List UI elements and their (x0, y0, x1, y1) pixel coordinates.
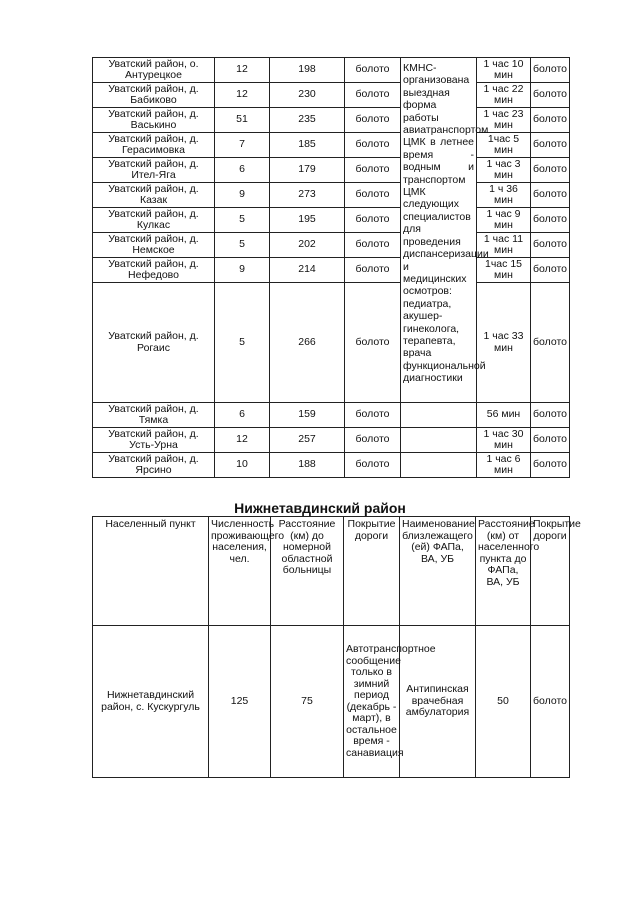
road2-cell: болото (531, 133, 570, 158)
settlement-cell: Уватский район, д. Бабиково (93, 83, 215, 108)
road2-cell: болото (531, 208, 570, 233)
time-cell: 1 час 3 мин (477, 158, 531, 183)
population-cell: 5 (215, 208, 270, 233)
distance-cell: 195 (270, 208, 345, 233)
distance-cell: 198 (270, 58, 345, 83)
road2-cell: болото (531, 58, 570, 83)
column-header: Покрытие дороги (531, 517, 570, 626)
distance-cell: 188 (270, 453, 345, 478)
column-header: Населенный пункт (93, 517, 209, 626)
time-cell: 1 час 23 мин (477, 108, 531, 133)
road-cell: болото (345, 233, 401, 258)
empty-cell (401, 428, 477, 453)
uvat-settlements-table (92, 57, 570, 478)
population-cell: 51 (215, 108, 270, 133)
table-row (93, 183, 570, 208)
distance-cell: 179 (270, 158, 345, 183)
road2-cell: болото (531, 233, 570, 258)
cmk-note-cell: КМНС-организована выездная форма работы авиатранспортом ЦМК в летнее время - водным и транспортом ЦМК следующих специалистов для проведения диспансеризации и медицинских осмотров: педиатра, акушер-гинеколога, терапевта, врача функциональной диагностики (401, 58, 477, 403)
time-cell: 56 мин (477, 403, 531, 428)
fap-distance-cell: 50 (476, 626, 531, 778)
distance-cell: 75 (271, 626, 344, 778)
population-cell: 12 (215, 58, 270, 83)
settlement-cell: Уватский район, д. Кулкас (93, 208, 215, 233)
distance-cell: 257 (270, 428, 345, 453)
population-cell: 12 (215, 83, 270, 108)
table-row (93, 626, 570, 778)
time-cell: 1 час 22 мин (477, 83, 531, 108)
ntavda-settlements-table (92, 516, 581, 778)
road2-cell: болото (531, 453, 570, 478)
population-cell: 9 (215, 258, 270, 283)
population-cell: 6 (215, 158, 270, 183)
distance-cell: 159 (270, 403, 345, 428)
fap-cell: Антипинская врачебная амбулатория (400, 626, 476, 778)
column-header: Покрытие дороги (344, 517, 400, 626)
population-cell: 5 (215, 233, 270, 258)
table-header-row (93, 517, 570, 626)
road-cell: болото (345, 83, 401, 108)
distance-cell: 230 (270, 83, 345, 108)
population-cell: 7 (215, 133, 270, 158)
road2-cell: болото (531, 626, 570, 778)
table-row (93, 133, 570, 158)
road-cell: болото (345, 258, 401, 283)
road2-cell: болото (531, 183, 570, 208)
road2-cell: болото (531, 258, 570, 283)
distance-cell: 202 (270, 233, 345, 258)
settlement-cell: Уватский район, д. Рогаис (93, 283, 215, 403)
road2-cell: болото (531, 283, 570, 403)
settlement-cell: Уватский район, д. Ител-Яга (93, 158, 215, 183)
settlement-cell: Нижнетавдинский район, с. Кускургуль (93, 626, 209, 778)
settlement-cell: Уватский район, о. Антурецкое (93, 58, 215, 83)
road2-cell: болото (531, 108, 570, 133)
settlement-cell: Уватский район, д. Тямка (93, 403, 215, 428)
table-row (93, 283, 570, 403)
table-row (93, 258, 570, 283)
settlement-cell: Уватский район, д. Усть-Урна (93, 428, 215, 453)
road-cell: болото (345, 108, 401, 133)
road-cell: болото (345, 403, 401, 428)
settlement-cell: Уватский район, д. Казак (93, 183, 215, 208)
settlement-cell: Уватский район, д. Ярсино (93, 453, 215, 478)
time-cell: 1 час 11 мин (477, 233, 531, 258)
time-cell: 1час 15 мин (477, 258, 531, 283)
time-cell: 1 час 9 мин (477, 208, 531, 233)
distance-cell: 214 (270, 258, 345, 283)
road-cell: болото (345, 58, 401, 83)
distance-cell: 266 (270, 283, 345, 403)
population-cell: 9 (215, 183, 270, 208)
table-row (93, 83, 570, 108)
empty-cell (401, 403, 477, 428)
distance-cell: 185 (270, 133, 345, 158)
population-cell: 125 (209, 626, 271, 778)
table-row (93, 58, 570, 83)
table-row (93, 208, 570, 233)
population-cell: 10 (215, 453, 270, 478)
time-cell: 1 час 6 мин (477, 453, 531, 478)
settlement-cell: Уватский район, д. Немское (93, 233, 215, 258)
table-row (93, 233, 570, 258)
road2-cell: болото (531, 428, 570, 453)
road-cell: Автотранспортное сообщение только в зимний период (декабрь - март), в остальное время - санавиация (344, 626, 400, 778)
time-cell: 1 час 33 мин (477, 283, 531, 403)
empty-cell (401, 453, 477, 478)
table-row (93, 453, 570, 478)
settlement-cell: Уватский район, д. Васькино (93, 108, 215, 133)
section-title: Нижнетавдинский район (234, 500, 406, 516)
distance-cell: 235 (270, 108, 345, 133)
settlement-cell: Уватский район, д. Герасимовка (93, 133, 215, 158)
road-cell: болото (345, 283, 401, 403)
road-cell: болото (345, 208, 401, 233)
population-cell: 5 (215, 283, 270, 403)
column-header: Наименование близлежащего (ей) ФАПа, ВА, УБ (400, 517, 476, 626)
road-cell: болото (345, 158, 401, 183)
table-row (93, 158, 570, 183)
settlement-cell: Уватский район, д. Нефедово (93, 258, 215, 283)
road2-cell: болото (531, 158, 570, 183)
table-row (93, 428, 570, 453)
road2-cell: болото (531, 403, 570, 428)
column-header: Расстояние (км) от населенного пункта до ФАПа, ВА, УБ (476, 517, 531, 626)
road-cell: болото (345, 133, 401, 158)
column-header: Численность проживающего населения, чел. (209, 517, 271, 626)
time-cell: 1 час 30 мин (477, 428, 531, 453)
road2-cell: болото (531, 83, 570, 108)
table-row (93, 403, 570, 428)
column-header: Расстояние (км) до номерной областной больницы (271, 517, 344, 626)
road-cell: болото (345, 183, 401, 208)
population-cell: 6 (215, 403, 270, 428)
time-cell: 1 ч 36 мин (477, 183, 531, 208)
table-row (93, 108, 570, 133)
road-cell: болото (345, 453, 401, 478)
time-cell: 1час 5 мин (477, 133, 531, 158)
time-cell: 1 час 10 мин (477, 58, 531, 83)
road-cell: болото (345, 428, 401, 453)
distance-cell: 273 (270, 183, 345, 208)
population-cell: 12 (215, 428, 270, 453)
